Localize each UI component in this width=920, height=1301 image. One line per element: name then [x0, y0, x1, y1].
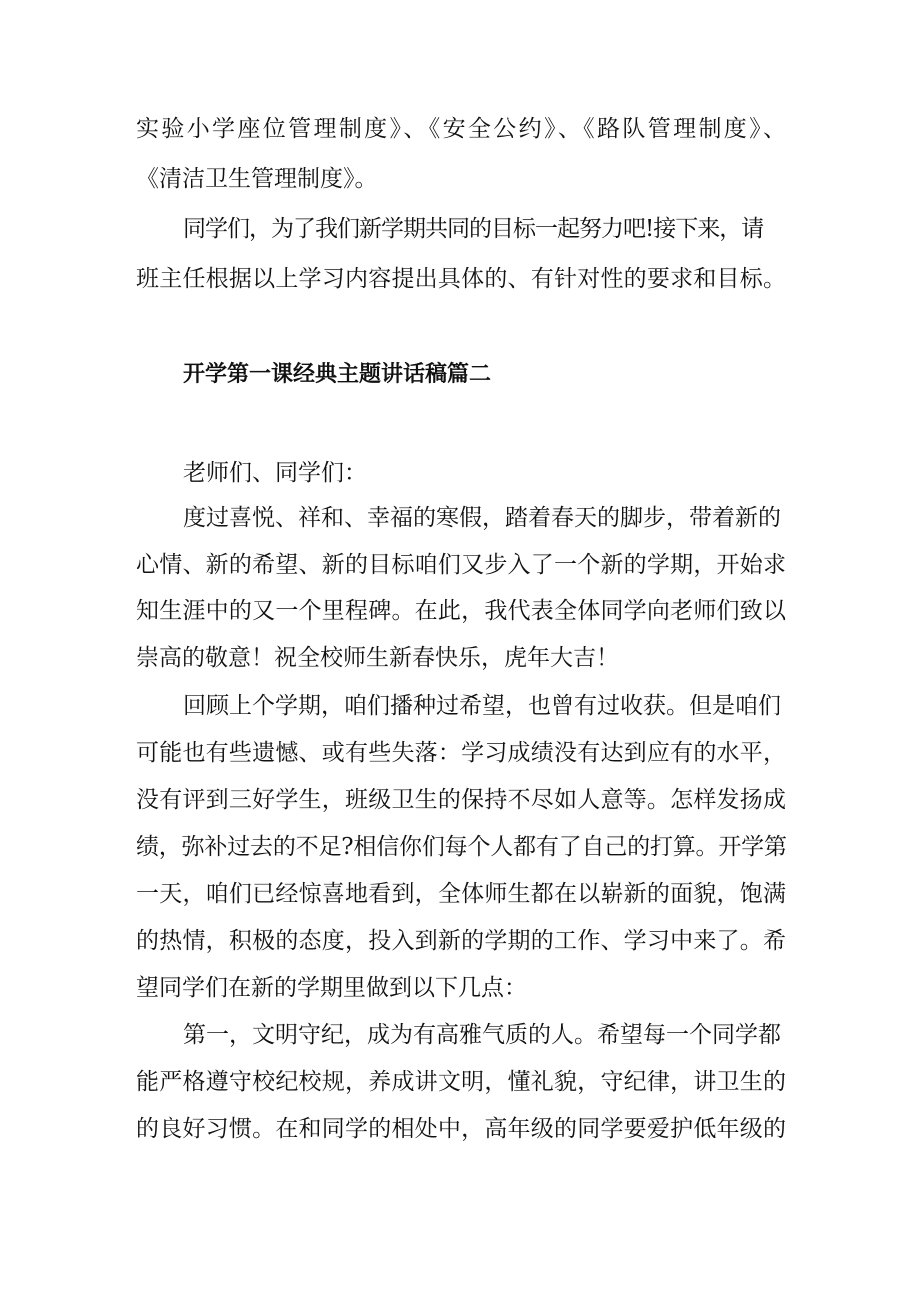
text-line-content: 一天，咱们已经惊喜地看到，全体师生都在以崭新的面貌，饱满 — [136, 881, 786, 907]
text-line-content: 可能也有些遗憾、或有些失落：学习成绩没有达到应有的水平， — [136, 740, 786, 766]
text-line — [0, 545, 920, 585]
text-line-content: 《清洁卫生管理制度》。 — [136, 166, 378, 192]
text-line — [0, 638, 920, 678]
text-line — [0, 686, 920, 726]
text-line — [0, 259, 920, 299]
text-line — [0, 591, 920, 631]
text-line-content: 实验小学座位管理制度》、《安全公约》、《路队管理制度》、 — [136, 116, 786, 142]
paragraph-first-line: 第一，文明守纪，成为有高雅气质的人。希望每一个同学都 — [183, 1022, 781, 1048]
salutation: 老师们、同学们： — [183, 460, 367, 486]
paragraph-first-line: 同学们，为了我们新学期共同的目标一起努力吧!接下来，请 — [183, 216, 764, 242]
text-line-content: 没有评到三好学生，班级卫生的保持不尽如人意等。怎样发扬成 — [136, 787, 786, 813]
text-line-content: 的良好习惯。在和同学的相处中，高年级的同学要爱护低年级的 — [136, 1116, 786, 1142]
text-line — [0, 874, 920, 914]
text-line — [0, 159, 920, 199]
text-line — [0, 453, 920, 493]
text-line — [0, 1109, 920, 1149]
text-line-content: 绩，弥补过去的不足?相信你们每个人都有了自己的打算。开学第 — [136, 834, 786, 860]
text-line — [0, 209, 920, 249]
paragraph-first-line: 度过喜悦、祥和、幸福的寒假，踏着春天的脚步，带着新的 — [183, 505, 781, 531]
paragraph-first-line: 回顾上个学期，咱们播种过希望，也曾有过收获。但是咱们 — [183, 693, 781, 719]
text-line-content: 崇高的敬意！祝全校师生新春快乐，虎年大吉！ — [136, 645, 619, 671]
section-heading: 开学第一课经典主题讲话稿篇二 — [183, 362, 492, 387]
text-line — [0, 921, 920, 961]
text-line-content: 心情、新的希望、新的目标咱们又步入了一个新的学期，开始求 — [136, 552, 786, 578]
text-line — [0, 498, 920, 538]
text-line — [0, 968, 920, 1008]
text-line-content: 班主任根据以上学习内容提出具体的、有针对性的要求和目标。 — [136, 266, 786, 292]
text-line-content: 望同学们在新的学期里做到以下几点： — [136, 975, 527, 1001]
text-line — [0, 1062, 920, 1102]
text-line-content: 知生涯中的又一个里程碑。在此，我代表全体同学向老师们致以 — [136, 598, 786, 624]
text-line — [0, 780, 920, 820]
text-line — [0, 109, 920, 149]
text-line — [0, 733, 920, 773]
text-line-content: 能严格遵守校纪校规，养成讲文明，懂礼貌，守纪律，讲卫生的 — [136, 1069, 786, 1095]
text-line — [0, 827, 920, 867]
text-line-content: 的热情，积极的态度，投入到新的学期的工作、学习中来了。希 — [136, 928, 786, 954]
text-line — [0, 1015, 920, 1055]
